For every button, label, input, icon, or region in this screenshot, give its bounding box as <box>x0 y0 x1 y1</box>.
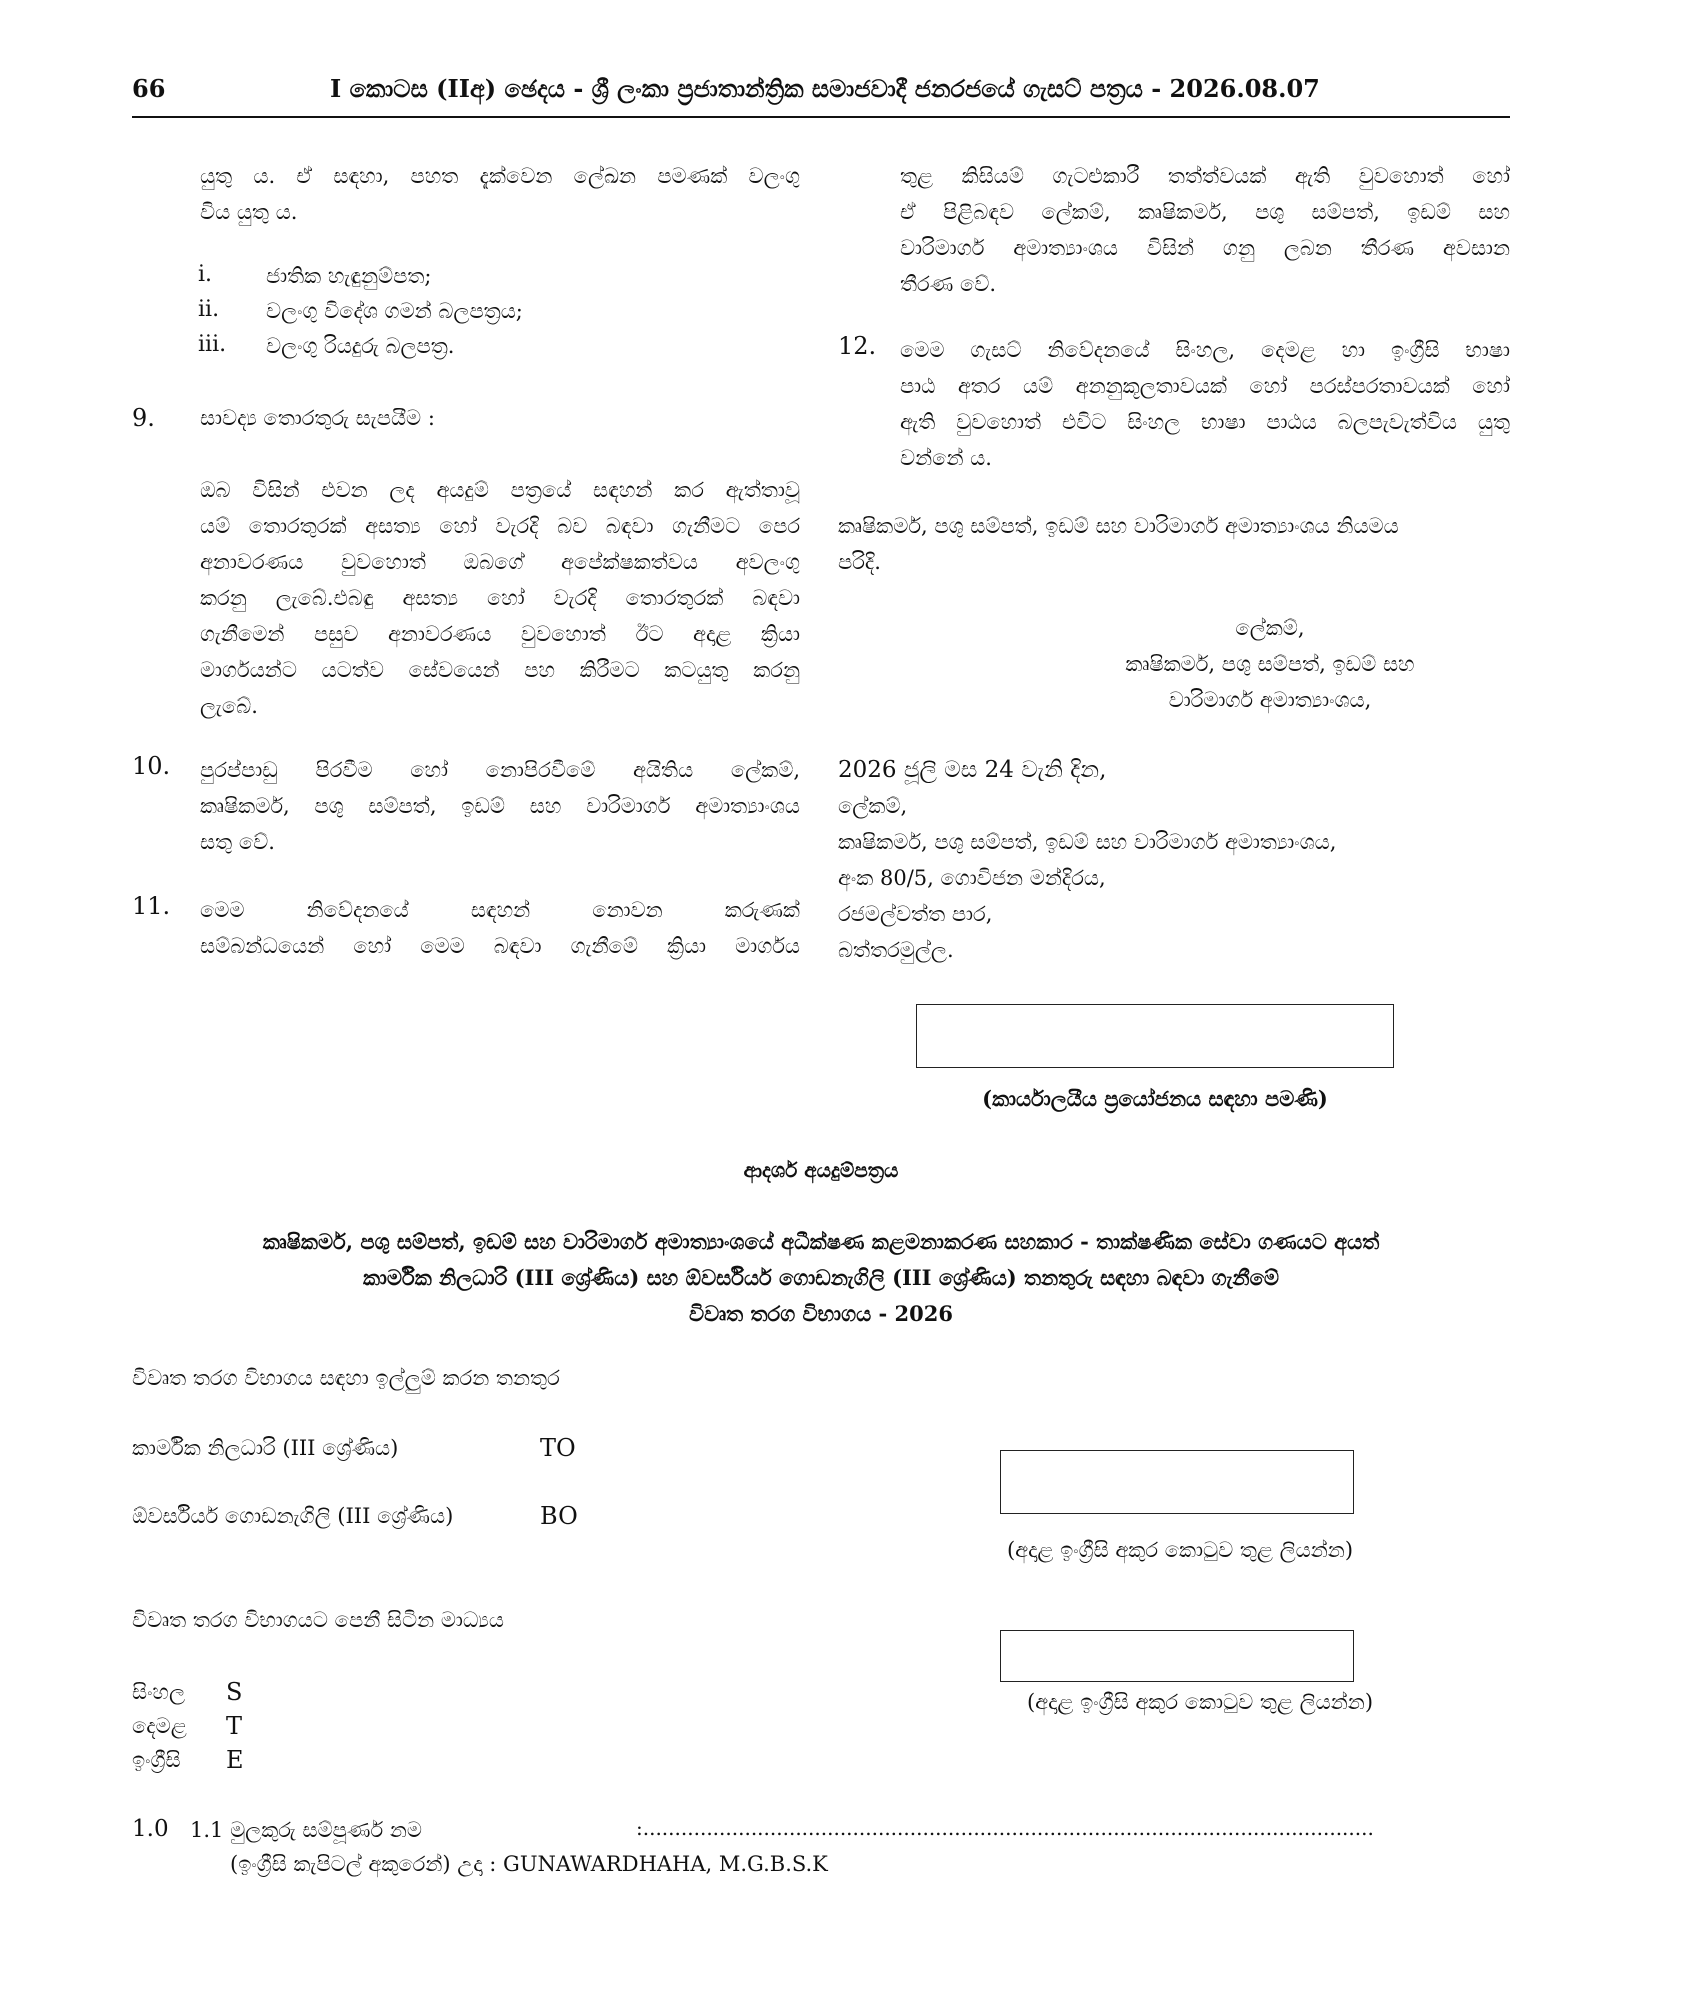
address-line: බත්තරමුල්ල. <box>838 938 954 962</box>
post-name: කාර්මික නිලධාරි (III ශ්‍රේණිය) <box>132 1436 399 1460</box>
text-line: සතු වේ. <box>200 830 275 854</box>
signature-line: වාරිමාර්ග අමාත්‍යාංශය, <box>1168 688 1372 712</box>
text-line: තීරණ වේ. <box>900 272 997 296</box>
left-continuation <box>200 158 800 230</box>
question-number: 1.0 <box>132 1816 169 1842</box>
text-line: ගැනීමෙන් පසුව අනාවරණය වුවහොත් ඊට අදාළ ක්‍රියා <box>200 622 800 646</box>
post-code: TO <box>540 1434 576 1462</box>
medium-code: E <box>226 1746 244 1774</box>
text-line: පාඨ අතර යම් අනනුකූලතාවයක් හෝ පරස්පරතාවයක් හෝ <box>900 374 1510 398</box>
post-prompt: විවෘත තරග විභාගය සඳහා ඉල්ලුම් කරන තනතුර <box>132 1366 560 1390</box>
signature-title: ලේකම්, <box>1235 616 1305 640</box>
form-title-line: කෘෂිකර්ම, පශු සම්පත්, ඉඩම් සහ වාරිමාර්ග අමාත්‍යාංශයේ අධීක්ෂණ කළමනාකරණ සහකාර - තාක්ෂණික සේවා ගණයට අයත් <box>262 1229 1380 1254</box>
text-line: යම් තොරතුරක් අසත්‍ය හෝ වැරදි බව බඳවා ගැනීමට පෙර <box>200 514 800 538</box>
address-line: කෘෂිකර්ම, පශු සම්පත්, ඉඩම් සහ වාරිමාර්ග අමාත්‍යාංශය, <box>838 830 1337 854</box>
text-line: විය යුතු ය. <box>200 200 298 224</box>
post-code-entry-box[interactable] <box>1000 1450 1354 1514</box>
page-number: 66 <box>132 74 166 103</box>
text-line: කෘෂිකර්ම, පශු සම්පත්, ඉඩම් සහ වාරිමාර්ග අමාත්‍යාංශය නියමය <box>838 514 1399 538</box>
signature-line: කෘෂිකර්ම, පශු සම්පත්, ඉඩම් සහ <box>1125 652 1415 676</box>
text-line: මාර්ගයන්ට යටත්ව සේවයෙන් පහ කිරීමට කටයුතු කරනු <box>200 658 800 682</box>
address-line: රජමල්වත්ත පාර, <box>838 902 993 926</box>
signature-block <box>1085 610 1455 718</box>
text-line: ඔබ විසින් එවන ලද අයදුම් පත්‍රයේ සඳහන් කර ඇත්තාවූ <box>200 478 800 502</box>
right-continuation <box>900 158 1510 302</box>
list-number: ii. <box>198 297 220 322</box>
medium-name: සිංහල <box>132 1680 185 1704</box>
address-line: ලේකම්, <box>838 794 908 818</box>
text-line: තුළ කිසියම් ගැටළුකාරී තත්ත්වයක් ඇති වුවහොත් හෝ <box>900 164 1510 188</box>
post-box-caption: (අදාළ ඉංග්‍රීසි අකුර කොටුව තුළ ලියන්න) <box>1006 1538 1354 1562</box>
form-heading: ආදර්ශ අයදුම්පත්‍රය <box>743 1158 899 1182</box>
list-item: ජාතික හැඳුනුම්පත; <box>266 264 432 288</box>
ministry-order-text <box>838 508 1510 580</box>
list-number: iii. <box>198 332 227 357</box>
text-line: ලැබේ. <box>200 694 258 718</box>
office-use-box <box>916 1004 1394 1068</box>
section-11-text <box>200 892 800 964</box>
section-12-text <box>900 332 1510 476</box>
name-answer-line[interactable]: :................................................................................................................... <box>636 1816 1374 1840</box>
medium-code: T <box>226 1712 243 1740</box>
gazette-header-title: I කොටස (IIඅ) ඡෙදය - ශ්‍රී ලංකා ප්‍රජාතාන්ත්‍රික සමාජවාදී ජනරජයේ ගැසට් පත්‍රය - 2026.08.07 <box>330 74 1320 103</box>
list-item: වලංගු රියදුරු බලපත්‍ර. <box>266 334 455 358</box>
list-number: i. <box>198 262 213 287</box>
medium-code: S <box>226 1678 243 1706</box>
section-9-text <box>200 472 800 724</box>
section-number: 9. <box>132 404 155 432</box>
question-example: (ඉංග්‍රීසි කැපිටල් අකුරෙන්) උදා : GUNAWARDHAHA, M.G.B.S.K <box>230 1852 828 1876</box>
list-item: වලංගු විදේශ ගමන් බලපත්‍රය; <box>266 299 523 323</box>
text-line: පරිදි. <box>838 550 881 574</box>
address-block <box>838 752 1336 968</box>
text-line: කරනු ලැබේ.එබඳු අසත්‍ය හෝ වැරදි තොරතුරක් බඳවා <box>200 586 800 610</box>
section-number: 12. <box>838 332 877 360</box>
question-label: 1.1 මුලකුරු සම්පූර්ණ නම <box>190 1818 422 1842</box>
section-number: 10. <box>132 752 171 780</box>
section-title: සාවද්‍ය තොරතුරු සැපයීම : <box>200 406 435 430</box>
date-line: 2026 ජූලි මස 24 වැනි දින, <box>838 757 1107 783</box>
section-10-text <box>200 752 800 860</box>
text-line: සම්බන්ධයෙන් හෝ මෙම බඳවා ගැනීමේ ක්‍රියා මාර්ගය <box>200 934 800 958</box>
section-number: 11. <box>132 892 171 920</box>
medium-prompt: විවෘත තරග විභාගයට පෙනී සිටින මාධ්‍යය <box>132 1608 504 1632</box>
text-line: ඒ පිළිබඳව ලේකම්, කෘෂිකර්ම, පශු සම්පත්, ඉඩම් සහ <box>900 200 1510 224</box>
address-line: අංක 80/5, ගොවිජන මන්දිරය, <box>838 866 1106 890</box>
form-title-line: විවෘත තරග විභාගය - 2026 <box>689 1301 953 1326</box>
text-line: යුතු ය. ඒ සඳහා, පහත දැක්වෙන ලේඛන පමණක් වලංගු <box>200 164 800 188</box>
text-line: ඇති වුවහොත් එවිට සිංහල භාෂා පාඨය බලපැවැත්විය යුතු <box>900 410 1510 434</box>
medium-name: දෙමළ <box>132 1714 187 1738</box>
form-title <box>132 1224 1510 1332</box>
text-line: වන්නේ ය. <box>900 446 992 470</box>
post-name: ඕවර්සියර් ගොඩනැගිලි (III ශ්‍රේණිය) <box>132 1504 454 1528</box>
form-title-line: කාර්මික නිලධාරි (III ශ්‍රේණිය) සහ ඕවර්සියර් ගොඩනැගිලි (III ශ්‍රේණිය) තනතුරු සඳහා බඳවා ගැනීමේ <box>362 1265 1280 1290</box>
text-line: වාරිමාර්ග අමාත්‍යාංශය විසින් ගනු ලබන තීරණ අවසාන <box>900 236 1510 260</box>
post-code: BO <box>540 1502 578 1530</box>
text-line: මෙම නිවේදනයේ සඳහන් නොවන කරුණක් <box>200 898 800 922</box>
text-line: මෙම ගැසට් නිවේදනයේ සිංහල, දෙමළ හා ඉංග්‍රීසි භාෂා <box>900 338 1510 362</box>
text-line: කෘෂිකර්ම, පශු සම්පත්, ඉඩම් සහ වාරිමාර්ග අමාත්‍යාංශය <box>200 794 800 818</box>
medium-name: ඉංග්‍රීසි <box>132 1748 181 1772</box>
text-line: අනාවරණය වුවහොත් ඔබගේ අපේක්ෂකත්වය අවලංගු <box>200 550 800 574</box>
medium-code-entry-box[interactable] <box>1000 1630 1354 1682</box>
office-use-caption: (කාර්යාලයීය ප්‍රයෝජනය සඳහා පමණි) <box>982 1086 1328 1111</box>
header-rule <box>132 116 1510 118</box>
text-line: පුරප්පාඩු පිරවීම හෝ නොපිරවීමේ අයිතිය ලේකම්, <box>200 758 800 782</box>
medium-box-caption: (අදාළ ඉංග්‍රීසි අකුර කොටුව තුළ ලියන්න) <box>1026 1690 1374 1714</box>
